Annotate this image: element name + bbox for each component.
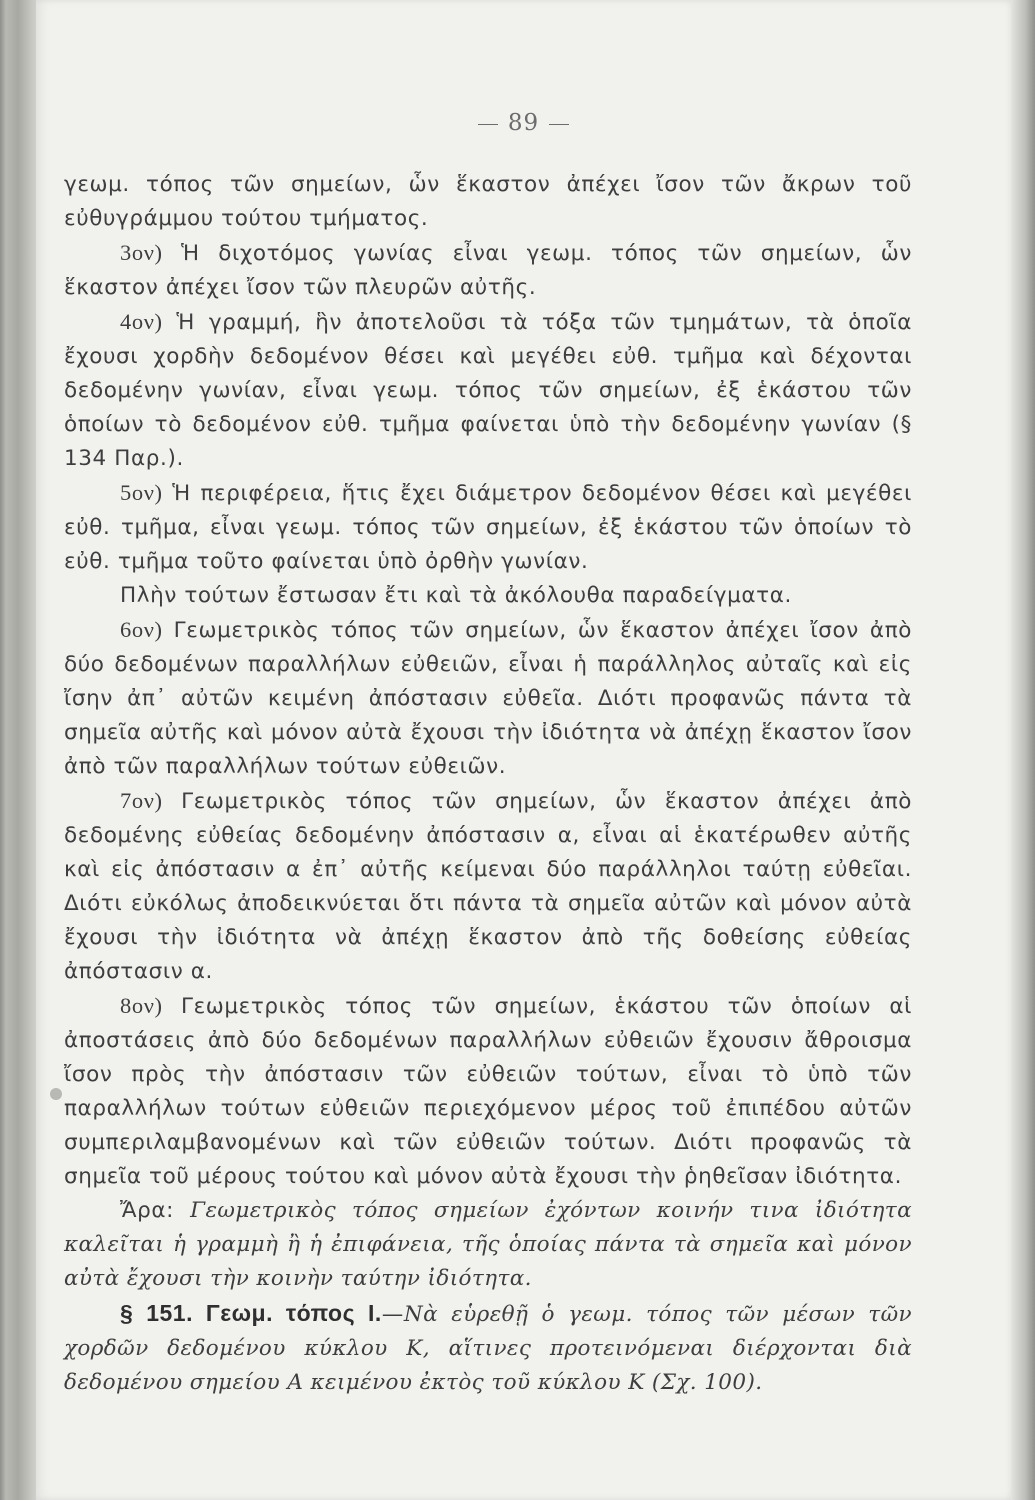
section-text: Νὰ εὑρεθῇ ὁ γεωμ. τόπος τῶν μέσων τῶν χορδῶν δεδομένου κύκλου Κ, αἵτινες προτεινόμεναι διέρχονται διὰ δεδομένου σημείου Α κειμένου ἐκτὸς τοῦ κύκλου Κ (Σχ. 100). xyxy=(64,1302,912,1395)
item-label: 3ον) xyxy=(120,240,163,265)
page-sheet xyxy=(36,0,1012,1500)
paragraph-text: γεωμ. τόπος τῶν σημείων, ὧν ἕκαστον ἀπέχει ἴσον τῶν ἄκρων τοῦ εὐθυγράμμου τούτου τμήματος. xyxy=(64,172,912,231)
section-dash: — xyxy=(381,1302,404,1327)
page-header xyxy=(36,110,1011,136)
paragraph-6 xyxy=(64,613,912,784)
paragraph-text: Ἡ γραμμή, ἣν ἀποτελοῦσι τὰ τόξα τῶν τμημάτων, τὰ ὁποῖα ἔχουσι χορδὴν δεδομένον θέσει καὶ μεγέθει εὐθ. τμῆμα καὶ δέχονται δεδομένην γωνίαν, εἶναι γεωμ. τόπος τῶν σημείων, ἐξ ἑκάστου τῶν ὁποίων τὸ δεδομένον εὐθ. τμῆμα φαίνεται ὑπὸ τὴν δεδομένην γωνίαν (§ 134 Παρ.). xyxy=(64,310,913,471)
paragraph-examples-intro xyxy=(64,579,912,613)
paragraph-8 xyxy=(64,989,912,1194)
item-label: 5ον) xyxy=(120,480,163,505)
item-label: 6ον) xyxy=(120,617,163,642)
section-paragraph xyxy=(64,1296,912,1400)
paragraph-7 xyxy=(64,784,912,989)
paragraph-3 xyxy=(64,236,912,305)
definition-paragraph xyxy=(64,1194,912,1296)
header-dash-right xyxy=(549,124,569,125)
section-heading: § 151. Γεωμ. τόπος Ι. xyxy=(120,1300,382,1326)
paragraph-5 xyxy=(64,476,912,579)
item-label: 4ον) xyxy=(120,309,163,334)
paragraph-4 xyxy=(64,305,912,476)
paragraph-text: Γεωμετρικὸς τόπος τῶν σημείων, ἑκάστου τῶν ὁποίων αἱ ἀποστάσεις ἀπὸ δύο δεδομένων παραλλήλων εὐθειῶν ἔχουσιν ἄθροισμα ἴσον πρὸς τὴν ἀπόστασιν τῶν εὐθειῶν τούτων, εἶναι τὸ ὑπὸ τῶν παραλλήλων τούτων εὐθειῶν περιεχόμενον μέρος τοῦ ἐπιπέδου αὐτῶν συμπεριλαμβανομένων καὶ τῶν εὐθειῶν τούτων. Διότι προφανῶς τὰ σημεῖα τοῦ μέρους τούτου καὶ μόνον αὐτὰ ἔχουσι τὴν ῥηθεῖσαν ἰδιότητα. xyxy=(64,994,913,1189)
item-label: 8ον) xyxy=(120,993,163,1018)
paragraph-text: Ἡ περιφέρεια, ἥτις ἔχει διάμετρον δεδομένον θέσει καὶ μεγέθει εὐθ. τμῆμα, εἶναι γεωμ. τόπος τῶν σημείων, ἐξ ἑκάστου τῶν ὁποίων τὸ εὐθ. τμῆμα τοῦτο φαίνεται ὑπὸ ὀρθὴν γωνίαν. xyxy=(64,481,913,574)
page-edge-shadow xyxy=(1011,0,1035,1500)
paragraph-text: Ἡ διχοτόμος γωνίας εἶναι γεωμ. τόπος τῶν σημείων, ὧν ἕκαστον ἀπέχει ἴσον τῶν πλευρῶν αὐτῆς. xyxy=(64,241,912,300)
page-number: 89 xyxy=(507,110,540,136)
definition-lead: Ἄρα: xyxy=(120,1198,174,1223)
paragraph-text: Γεωμετρικὸς τόπος τῶν σημείων, ὧν ἕκαστον ἀπέχει ἴσον ἀπὸ δύο δεδομένων παραλλήλων εὐθειῶν, εἶναι ἡ παράλληλος αὐταῖς καὶ εἰς ἴσην ἀπ᾽ αὐτῶν κειμένη ἀπόστασιν εὐθεῖα. Διότι προφανῶς πάντα τὰ σημεῖα αὐτῆς καὶ μόνον αὐτὰ ἔχουσι τὴν ἰδιότητα νὰ ἀπέχῃ ἕκαστον ἴσον ἀπὸ τῶν παραλλήλων τούτων εὐθειῶν. xyxy=(64,618,913,779)
paragraph-text: Γεωμετρικὸς τόπος τῶν σημείων, ὧν ἕκαστον ἀπέχει ἀπὸ δεδομένης εὐθείας δεδομένην ἀπόστασιν α, εἶναι αἱ ἑκατέρωθεν αὐτῆς καὶ εἰς ἀπόστασιν α ἐπ᾽ αὐτῆς κείμεναι δύο παράλληλοι ταύτῃ εὐθεῖαι. Διότι εὐκόλως ἀποδεικνύεται ὅτι πάντα τὰ σημεῖα αὐτῶν καὶ μόνον αὐτὰ ἔχουσι τὴν ἰδιότητα νὰ ἀπέχῃ ἕκαστον ἀπὸ τῆς δοθείσης εὐθείας ἀπόστασιν α. xyxy=(64,789,912,984)
body-text xyxy=(64,168,912,1400)
definition-text: Γεωμετρικὸς τόπος σημείων ἐχόντων κοινήν τινα ἰδιότητα καλεῖται ἡ γραμμὴ ἢ ἡ ἐπιφάνεια, τῆς ὁποίας πάντα τὰ σημεῖα καὶ μόνον αὐτὰ ἔχουσι τὴν κοινὴν ταύτην ἰδιότητα. xyxy=(64,1198,912,1291)
item-label: 7ον) xyxy=(120,788,163,813)
paragraph-text: Πλὴν τούτων ἔστωσαν ἔτι καὶ τὰ ἀκόλουθα παραδείγματα. xyxy=(120,583,792,608)
ink-spot-mark xyxy=(50,1088,62,1100)
header-dash-left xyxy=(478,124,498,125)
paragraph-1 xyxy=(64,168,912,236)
